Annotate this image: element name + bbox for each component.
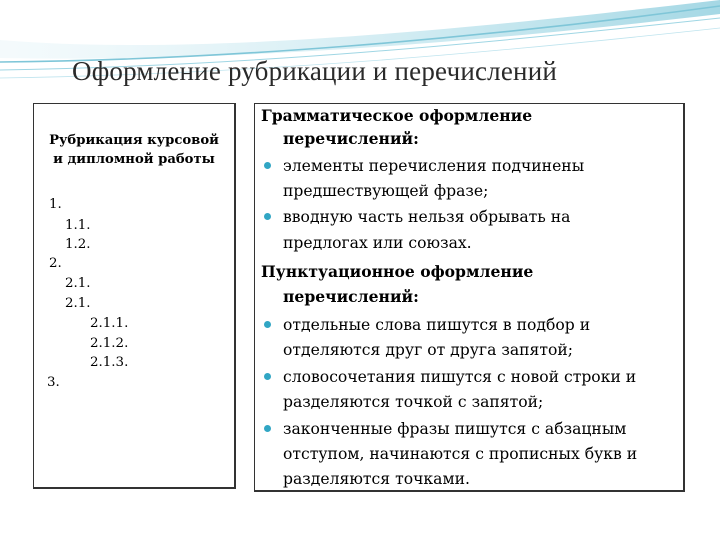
rubrication-heading-line-2: и дипломной работы (53, 152, 215, 167)
rubrication-panel (33, 103, 236, 489)
outline-item: 1. (49, 197, 62, 212)
bullet-icon (264, 162, 271, 169)
punct-bullet-3-line-1: законченные фразы пишутся с абзацным (283, 420, 627, 438)
grammar-bullet-2-line-1: вводную часть нельзя обрывать на (283, 208, 571, 226)
grammar-heading-line-2: перечислений: (283, 129, 419, 148)
enumeration-panel (254, 103, 685, 492)
grammar-bullet-1-line-1: элементы перечисления подчинены (283, 157, 585, 175)
outline-item: 1.2. (65, 237, 91, 252)
outline-item: 2.1.3. (90, 355, 129, 370)
outline-item: 2.1. (65, 276, 91, 291)
grammar-bullet-2-line-2: предлогах или союзах. (283, 234, 472, 252)
bullet-icon (264, 373, 271, 380)
punct-bullet-2-line-2: разделяются точкой с запятой; (283, 393, 544, 411)
rubrication-heading (34, 131, 234, 169)
bullet-icon (264, 213, 271, 220)
outline-item: 2.1.1. (90, 316, 129, 331)
outline-item: 2. (49, 256, 62, 271)
rubrication-heading-line-1: Рубрикация курсовой (49, 133, 219, 148)
outline-item: 2.1. (65, 296, 91, 311)
punct-heading-line-1: Пунктуационное оформление (261, 262, 534, 281)
grammar-bullet-1-line-2: предшествующей фразе; (283, 182, 489, 200)
punct-bullet-1-line-1: отдельные слова пишутся в подбор и (283, 316, 591, 334)
punct-bullet-3-line-3: разделяются точками. (283, 470, 470, 488)
outline-item: 3. (47, 375, 60, 390)
page-title: Оформление рубрикации и перечислений (72, 56, 557, 86)
punct-heading-line-2: перечислений: (283, 287, 419, 306)
grammar-heading-line-1: Грамматическое оформление (261, 106, 533, 125)
outline-item: 1.1. (65, 218, 91, 233)
punct-bullet-2-line-1: словосочетания пишутся с новой строки и (283, 368, 637, 386)
bullet-icon (264, 425, 271, 432)
punct-bullet-1-line-2: отделяются друг от друга запятой; (283, 341, 574, 359)
outline-item: 2.1.2. (90, 336, 129, 351)
bullet-icon (264, 321, 271, 328)
punct-bullet-3-line-2: отступом, начинаются с прописных букв и (283, 445, 638, 463)
